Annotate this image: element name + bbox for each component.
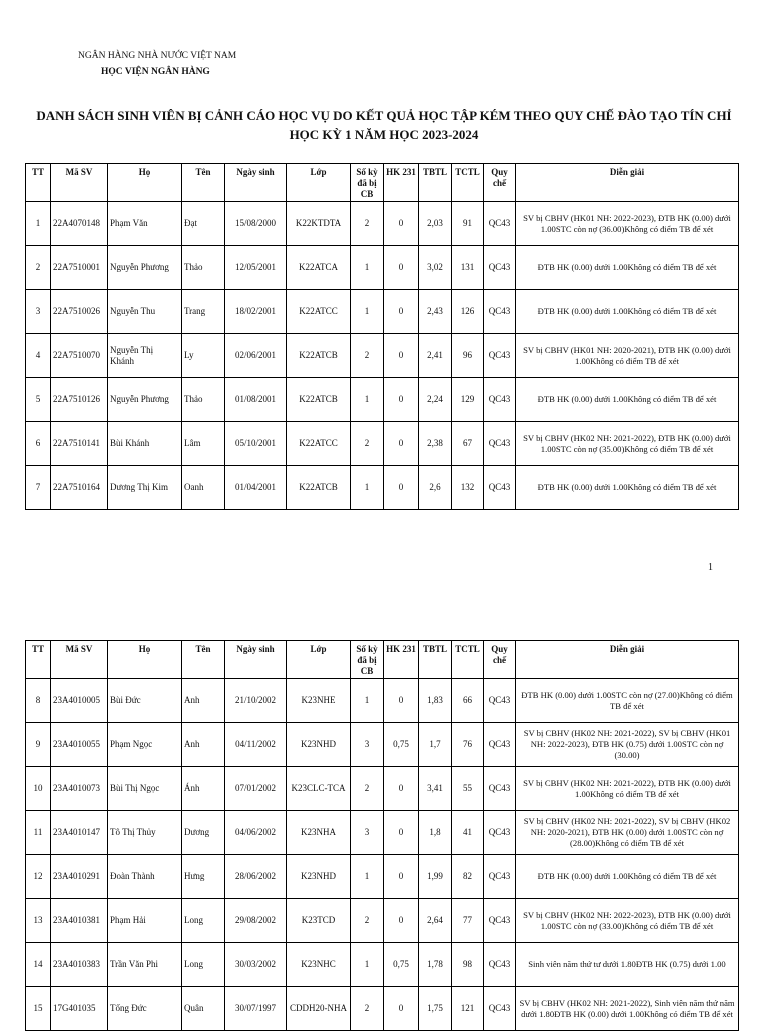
cell-tt: 13 — [26, 899, 51, 943]
cell-hk231: 0 — [384, 767, 419, 811]
cell-diengiai: ĐTB HK (0.00) dưới 1.00Không có điểm TB để xét — [516, 290, 739, 334]
cell-quyche: QC43 — [484, 202, 516, 246]
cell-tctl: 82 — [452, 855, 484, 899]
cell-lop: K23NHE — [287, 679, 351, 723]
cell-tt: 14 — [26, 943, 51, 987]
cell-tbtl: 2,43 — [419, 290, 452, 334]
cell-ho: Bùi Khánh — [108, 422, 182, 466]
col-hk231: HK 231 — [384, 164, 419, 202]
cell-tt: 5 — [26, 378, 51, 422]
col-lop: Lớp — [287, 641, 351, 679]
cell-lop: K22KTDTA — [287, 202, 351, 246]
cell-hk231: 0 — [384, 246, 419, 290]
table-body-page2 — [26, 679, 739, 1031]
cell-tctl: 132 — [452, 466, 484, 510]
cell-tbtl: 1,75 — [419, 987, 452, 1031]
col-tt: TT — [26, 164, 51, 202]
col-ngaysinh: Ngày sinh — [225, 641, 287, 679]
document-subtitle: HỌC KỲ 1 NĂM HỌC 2023-2024 — [289, 127, 479, 142]
table-header-row — [26, 641, 739, 679]
cell-tbtl: 2,03 — [419, 202, 452, 246]
col-ten: Tên — [182, 641, 225, 679]
cell-tbtl: 1,8 — [419, 811, 452, 855]
col-diengiai: Diễn giải — [516, 641, 739, 679]
cell-soky: 1 — [351, 466, 384, 510]
cell-tt: 3 — [26, 290, 51, 334]
cell-hk231: 0 — [384, 987, 419, 1031]
cell-ngaysinh: 04/06/2002 — [225, 811, 287, 855]
cell-quyche: QC43 — [484, 422, 516, 466]
cell-tctl: 67 — [452, 422, 484, 466]
cell-soky: 1 — [351, 290, 384, 334]
cell-tt: 11 — [26, 811, 51, 855]
cell-masv: 23A4010383 — [51, 943, 108, 987]
table-row — [26, 723, 739, 767]
cell-tbtl: 3,02 — [419, 246, 452, 290]
cell-masv: 17G401035 — [51, 987, 108, 1031]
cell-tbtl: 1,7 — [419, 723, 452, 767]
cell-ngaysinh: 12/05/2001 — [225, 246, 287, 290]
cell-ten: Long — [182, 943, 225, 987]
cell-tt: 1 — [26, 202, 51, 246]
cell-diengiai: SV bị CBHV (HK01 NH: 2022-2023), ĐTB HK (0.00) dưới 1.00STC còn nợ (36.00)Không có điểm TB để xét — [516, 202, 739, 246]
cell-lop: K23NHD — [287, 855, 351, 899]
cell-diengiai: SV bị CBHV (HK02 NH: 2021-2022), ĐTB HK (0.00) dưới 1.00Không có điểm TB để xét — [516, 767, 739, 811]
cell-soky: 2 — [351, 767, 384, 811]
cell-ten: Anh — [182, 723, 225, 767]
cell-hk231: 0 — [384, 422, 419, 466]
cell-ten: Hưng — [182, 855, 225, 899]
cell-ngaysinh: 01/08/2001 — [225, 378, 287, 422]
cell-soky: 1 — [351, 246, 384, 290]
table-row — [26, 422, 739, 466]
cell-tt: 4 — [26, 334, 51, 378]
page-number: 1 — [708, 562, 713, 573]
cell-tt: 12 — [26, 855, 51, 899]
cell-tt: 15 — [26, 987, 51, 1031]
cell-tbtl: 3,41 — [419, 767, 452, 811]
col-masv: Mã SV — [51, 641, 108, 679]
cell-quyche: QC43 — [484, 334, 516, 378]
cell-quyche: QC43 — [484, 466, 516, 510]
cell-hk231: 0,75 — [384, 943, 419, 987]
cell-hk231: 0 — [384, 466, 419, 510]
cell-ten: Long — [182, 899, 225, 943]
cell-tt: 2 — [26, 246, 51, 290]
cell-ngaysinh: 30/03/2002 — [225, 943, 287, 987]
cell-lop: K23NHC — [287, 943, 351, 987]
cell-soky: 1 — [351, 943, 384, 987]
cell-tctl: 129 — [452, 378, 484, 422]
cell-quyche: QC43 — [484, 943, 516, 987]
cell-soky: 2 — [351, 899, 384, 943]
cell-tctl: 126 — [452, 290, 484, 334]
cell-hk231: 0 — [384, 899, 419, 943]
col-diengiai: Diễn giải — [516, 164, 739, 202]
cell-ho: Bùi Đức — [108, 679, 182, 723]
cell-tbtl: 2,38 — [419, 422, 452, 466]
cell-ngaysinh: 02/06/2001 — [225, 334, 287, 378]
cell-ho: Nguyễn Thị Khánh — [108, 334, 182, 378]
table-header-row — [26, 164, 739, 202]
cell-ho: Phạm Ngọc — [108, 723, 182, 767]
cell-quyche: QC43 — [484, 679, 516, 723]
col-soky: Số kỳ đã bị CB — [351, 164, 384, 202]
cell-lop: K22ATCC — [287, 422, 351, 466]
cell-diengiai: SV bị CBHV (HK02 NH: 2021-2022), SV bị CBHV (HK02 NH: 2020-2021), ĐTB HK (0.00) dưới 1.00STC còn nợ (28.00)Không có điểm TB để xét — [516, 811, 739, 855]
table-row — [26, 811, 739, 855]
cell-ngaysinh: 05/10/2001 — [225, 422, 287, 466]
cell-tctl: 55 — [452, 767, 484, 811]
col-lop: Lớp — [287, 164, 351, 202]
cell-ho: Nguyễn Phương — [108, 246, 182, 290]
org-name: NGÂN HÀNG NHÀ NƯỚC VIỆT NAM — [78, 51, 237, 61]
cell-hk231: 0 — [384, 334, 419, 378]
cell-tbtl: 1,83 — [419, 679, 452, 723]
col-quyche: Quy chế — [484, 164, 516, 202]
cell-ho: Tô Thị Thủy — [108, 811, 182, 855]
cell-ho: Trần Văn Phi — [108, 943, 182, 987]
table-row — [26, 466, 739, 510]
cell-ten: Oanh — [182, 466, 225, 510]
cell-soky: 1 — [351, 378, 384, 422]
cell-quyche: QC43 — [484, 378, 516, 422]
table-row — [26, 899, 739, 943]
cell-soky: 2 — [351, 334, 384, 378]
cell-soky: 2 — [351, 422, 384, 466]
institute-name: HỌC VIỆN NGÂN HÀNG — [101, 67, 210, 77]
col-tbtl: TBTL — [419, 641, 452, 679]
cell-tctl: 91 — [452, 202, 484, 246]
cell-lop: K22ATCB — [287, 466, 351, 510]
cell-ngaysinh: 01/04/2001 — [225, 466, 287, 510]
cell-hk231: 0 — [384, 202, 419, 246]
cell-ten: Thảo — [182, 246, 225, 290]
cell-diengiai: SV bị CBHV (HK02 NH: 2021-2022), SV bị CBHV (HK01 NH: 2022-2023), ĐTB HK (0.75) dưới 1.00STC còn nợ (30.00) — [516, 723, 739, 767]
cell-tbtl: 2,24 — [419, 378, 452, 422]
col-ten: Tên — [182, 164, 225, 202]
cell-ten: Thảo — [182, 378, 225, 422]
col-masv: Mã SV — [51, 164, 108, 202]
cell-soky: 1 — [351, 679, 384, 723]
cell-tbtl: 1,78 — [419, 943, 452, 987]
table-row — [26, 679, 739, 723]
cell-lop: K23NHA — [287, 811, 351, 855]
cell-diengiai: ĐTB HK (0.00) dưới 1.00Không có điểm TB để xét — [516, 246, 739, 290]
cell-quyche: QC43 — [484, 723, 516, 767]
cell-lop: CDDH20-NHA — [287, 987, 351, 1031]
cell-ho: Nguyễn Phương — [108, 378, 182, 422]
cell-masv: 22A7510141 — [51, 422, 108, 466]
cell-hk231: 0 — [384, 378, 419, 422]
cell-ten: Trang — [182, 290, 225, 334]
col-ho: Họ — [108, 164, 182, 202]
cell-lop: K23NHD — [287, 723, 351, 767]
cell-hk231: 0 — [384, 290, 419, 334]
cell-tctl: 121 — [452, 987, 484, 1031]
cell-ngaysinh: 28/06/2002 — [225, 855, 287, 899]
cell-lop: K23TCD — [287, 899, 351, 943]
cell-diengiai: Sinh viên năm thứ tư dưới 1.80ĐTB HK (0.75) dưới 1.00 — [516, 943, 739, 987]
cell-diengiai: SV bị CBHV (HK01 NH: 2020-2021), ĐTB HK (0.00) dưới 1.00Không có điểm TB để xét — [516, 334, 739, 378]
cell-tctl: 76 — [452, 723, 484, 767]
col-tbtl: TBTL — [419, 164, 452, 202]
cell-ho: Tống Đức — [108, 987, 182, 1031]
cell-masv: 23A4010055 — [51, 723, 108, 767]
cell-quyche: QC43 — [484, 811, 516, 855]
cell-tbtl: 2,64 — [419, 899, 452, 943]
col-quyche: Quy chế — [484, 641, 516, 679]
cell-masv: 23A4010381 — [51, 899, 108, 943]
cell-quyche: QC43 — [484, 767, 516, 811]
cell-tt: 7 — [26, 466, 51, 510]
cell-masv: 22A4070148 — [51, 202, 108, 246]
cell-ten: Đạt — [182, 202, 225, 246]
table-row — [26, 767, 739, 811]
table-body-page1 — [26, 202, 739, 510]
cell-masv: 22A7510001 — [51, 246, 108, 290]
cell-hk231: 0,75 — [384, 723, 419, 767]
col-tctl: TCTL — [452, 164, 484, 202]
cell-tctl: 131 — [452, 246, 484, 290]
cell-masv: 23A4010147 — [51, 811, 108, 855]
cell-masv: 23A4010291 — [51, 855, 108, 899]
cell-ngaysinh: 21/10/2002 — [225, 679, 287, 723]
cell-quyche: QC43 — [484, 899, 516, 943]
cell-ho: Đoàn Thành — [108, 855, 182, 899]
cell-hk231: 0 — [384, 811, 419, 855]
cell-lop: K22ATCB — [287, 378, 351, 422]
cell-masv: 22A7510164 — [51, 466, 108, 510]
student-table-page2 — [25, 640, 739, 1031]
cell-quyche: QC43 — [484, 855, 516, 899]
cell-diengiai: SV bị CBHV (HK02 NH: 2021-2022), Sinh viên năm thứ năm dưới 1.80ĐTB HK (0.00) dưới 1.00Không có điểm TB để xét — [516, 987, 739, 1031]
cell-diengiai: ĐTB HK (0.00) dưới 1.00Không có điểm TB để xét — [516, 378, 739, 422]
cell-tctl: 66 — [452, 679, 484, 723]
cell-ten: Dương — [182, 811, 225, 855]
col-ho: Họ — [108, 641, 182, 679]
cell-masv: 22A7510026 — [51, 290, 108, 334]
col-hk231: HK 231 — [384, 641, 419, 679]
cell-tt: 10 — [26, 767, 51, 811]
cell-ho: Phạm Hải — [108, 899, 182, 943]
col-soky: Số kỳ đã bị CB — [351, 641, 384, 679]
cell-ten: Ly — [182, 334, 225, 378]
cell-masv: 23A4010073 — [51, 767, 108, 811]
cell-lop: K23CLC-TCA — [287, 767, 351, 811]
cell-diengiai: ĐTB HK (0.00) dưới 1.00Không có điểm TB để xét — [516, 466, 739, 510]
cell-ngaysinh: 29/08/2002 — [225, 899, 287, 943]
cell-ngaysinh: 04/11/2002 — [225, 723, 287, 767]
cell-ho: Phạm Văn — [108, 202, 182, 246]
cell-masv: 22A7510126 — [51, 378, 108, 422]
cell-tt: 8 — [26, 679, 51, 723]
cell-quyche: QC43 — [484, 987, 516, 1031]
cell-lop: K22ATCC — [287, 290, 351, 334]
cell-ho: Nguyễn Thu — [108, 290, 182, 334]
cell-tbtl: 2,41 — [419, 334, 452, 378]
cell-diengiai: SV bị CBHV (HK02 NH: 2022-2023), ĐTB HK (0.00) dưới 1.00STC còn nợ (33.00)Không có điểm TB để xét — [516, 899, 739, 943]
cell-quyche: QC43 — [484, 246, 516, 290]
cell-tctl: 41 — [452, 811, 484, 855]
cell-tbtl: 2,6 — [419, 466, 452, 510]
cell-tt: 9 — [26, 723, 51, 767]
table-row — [26, 246, 739, 290]
cell-ten: Quân — [182, 987, 225, 1031]
cell-diengiai: ĐTB HK (0.00) dưới 1.00Không có điểm TB để xét — [516, 855, 739, 899]
cell-ho: Dương Thị Kim — [108, 466, 182, 510]
cell-ngaysinh: 30/07/1997 — [225, 987, 287, 1031]
cell-soky: 3 — [351, 811, 384, 855]
cell-tbtl: 1,99 — [419, 855, 452, 899]
col-tt: TT — [26, 641, 51, 679]
cell-diengiai: SV bị CBHV (HK02 NH: 2021-2022), ĐTB HK (0.00) dưới 1.00STC còn nợ (35.00)Không có điểm TB để xét — [516, 422, 739, 466]
cell-soky: 1 — [351, 855, 384, 899]
cell-hk231: 0 — [384, 855, 419, 899]
student-table-page1 — [25, 163, 739, 510]
cell-tt: 6 — [26, 422, 51, 466]
cell-soky: 3 — [351, 723, 384, 767]
cell-ten: Ánh — [182, 767, 225, 811]
cell-ngaysinh: 15/08/2000 — [225, 202, 287, 246]
cell-masv: 22A7510070 — [51, 334, 108, 378]
cell-tctl: 77 — [452, 899, 484, 943]
cell-ho: Bùi Thị Ngọc — [108, 767, 182, 811]
col-tctl: TCTL — [452, 641, 484, 679]
col-ngaysinh: Ngày sinh — [225, 164, 287, 202]
table-row — [26, 855, 739, 899]
cell-soky: 2 — [351, 987, 384, 1031]
cell-hk231: 0 — [384, 679, 419, 723]
cell-diengiai: ĐTB HK (0.00) dưới 1.00STC còn nợ (27.00)Không có điểm TB để xét — [516, 679, 739, 723]
table-row — [26, 202, 739, 246]
document-title: DANH SÁCH SINH VIÊN BỊ CẢNH CÁO HỌC VỤ DO KẾT QUẢ HỌC TẬP KÉM THEO QUY CHẾ ĐÀO TẠO TÍN CHỈ — [36, 108, 732, 123]
cell-lop: K22ATCA — [287, 246, 351, 290]
cell-soky: 2 — [351, 202, 384, 246]
cell-masv: 23A4010005 — [51, 679, 108, 723]
cell-tctl: 96 — [452, 334, 484, 378]
cell-ngaysinh: 07/01/2002 — [225, 767, 287, 811]
cell-ten: Lâm — [182, 422, 225, 466]
cell-tctl: 98 — [452, 943, 484, 987]
cell-quyche: QC43 — [484, 290, 516, 334]
table-row — [26, 378, 739, 422]
table-row — [26, 334, 739, 378]
table-row — [26, 943, 739, 987]
cell-ngaysinh: 18/02/2001 — [225, 290, 287, 334]
table-row — [26, 290, 739, 334]
cell-lop: K22ATCB — [287, 334, 351, 378]
cell-ten: Anh — [182, 679, 225, 723]
